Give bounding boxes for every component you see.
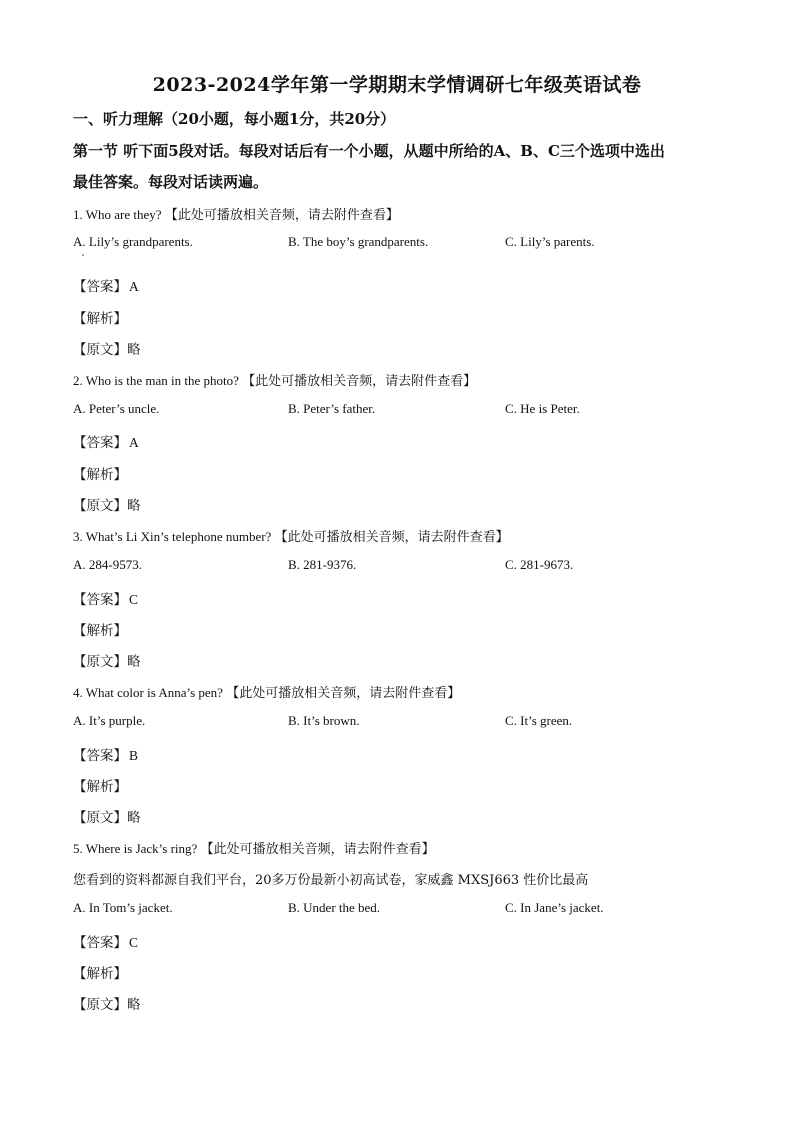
option-a: A. It’s purple.	[73, 713, 146, 728]
question-5-stem	[73, 838, 435, 857]
original-label: 【原文】	[73, 342, 127, 358]
original-value: 略	[127, 810, 141, 826]
option-c: C. 281-9673.	[505, 557, 574, 572]
option-a: A. Peter’s uncle.	[73, 401, 160, 416]
question-4-options	[73, 713, 733, 731]
stray-dot	[82, 254, 84, 256]
original-label: 【原文】	[73, 498, 127, 514]
answer-value: C	[129, 935, 139, 950]
original-label: 【原文】	[73, 654, 127, 670]
section-heading: 一、听力理解（20小题，每小题1分，共20分）	[73, 110, 396, 128]
question-3-options	[73, 557, 733, 575]
option-a: A. Lily’s grandparents.	[73, 234, 193, 249]
original-label: 【原文】	[73, 997, 127, 1013]
option-c: C. Lily’s parents.	[505, 234, 595, 249]
original-value: 略	[127, 498, 141, 514]
question-4-stem	[73, 682, 460, 701]
answer-value: B	[129, 748, 139, 763]
original-row	[73, 993, 141, 1013]
answer-row	[73, 275, 139, 295]
option-b: B. Under the bed.	[288, 900, 381, 915]
answer-value: A	[129, 435, 139, 450]
question-text: 3. What’s Li Xin’s telephone number?	[73, 529, 275, 544]
analysis-label: 【解析】	[73, 779, 127, 795]
option-b: B. 281-9376.	[288, 557, 357, 572]
original-row	[73, 494, 141, 514]
answer-row	[73, 931, 138, 951]
answer-row	[73, 431, 139, 451]
question-text: 4. What color is Anna’s pen?	[73, 685, 227, 700]
answer-label: 【答案】	[73, 748, 127, 764]
option-c: C. In Jane’s jacket.	[505, 900, 604, 915]
original-value: 略	[127, 654, 141, 670]
original-row	[73, 338, 141, 358]
answer-label: 【答案】	[73, 279, 127, 295]
answer-label: 【答案】	[73, 935, 127, 951]
audio-note-link[interactable]: 【此处可播放相关音频，请去附件查看】	[274, 530, 509, 545]
question-1-stem	[73, 204, 399, 223]
option-a: A. In Tom’s jacket.	[73, 900, 173, 915]
audio-note-link[interactable]: 【此处可播放相关音频，请去附件查看】	[200, 842, 435, 857]
question-text: 5. Where is Jack’s ring?	[73, 841, 201, 856]
question-text: 2. Who is the man in the photo?	[73, 373, 243, 388]
answer-label: 【答案】	[73, 592, 127, 608]
answer-label: 【答案】	[73, 435, 127, 451]
promo-line: 您看到的资料都源自我们平台，20多万份最新小初高试卷，家威鑫 MXSJ663 性价比最高	[73, 873, 589, 888]
audio-note-link[interactable]: 【此处可播放相关音频，请去附件查看】	[164, 208, 399, 223]
analysis-label: 【解析】	[73, 311, 127, 327]
option-b: B. It’s brown.	[288, 713, 360, 728]
original-label: 【原文】	[73, 810, 127, 826]
section-instruction-line1: 第一节 听下面5段对话。每段对话后有一个小题，从题中所给的A、B、C三个选项中选出	[73, 142, 665, 160]
option-b: B. Peter’s father.	[288, 401, 376, 416]
option-c: C. It’s green.	[505, 713, 573, 728]
answer-row	[73, 744, 138, 764]
original-value: 略	[127, 342, 141, 358]
analysis-label: 【解析】	[73, 467, 127, 483]
option-a: A. 284-9573.	[73, 557, 142, 572]
question-1-options	[73, 234, 733, 252]
original-value: 略	[127, 997, 141, 1013]
question-2-stem	[73, 370, 476, 389]
question-3-stem	[73, 526, 509, 545]
original-row	[73, 650, 141, 670]
audio-note-link[interactable]: 【此处可播放相关音频，请去附件查看】	[226, 686, 461, 701]
original-row	[73, 806, 141, 826]
analysis-label: 【解析】	[73, 966, 127, 982]
analysis-label: 【解析】	[73, 623, 127, 639]
question-2-options	[73, 401, 733, 419]
answer-row	[73, 588, 138, 608]
option-b: B. The boy’s grandparents.	[288, 234, 429, 249]
section-instruction-line2: 最佳答案。每段对话读两遍。	[73, 173, 269, 191]
answer-value: A	[129, 279, 139, 294]
option-c: C. He is Peter.	[505, 401, 580, 416]
answer-value: C	[129, 592, 139, 607]
audio-note-link[interactable]: 【此处可播放相关音频，请去附件查看】	[242, 374, 477, 389]
question-text: 1. Who are they?	[73, 207, 165, 222]
question-5-options	[73, 900, 733, 918]
page-title: 2023-2024学年第一学期期末学情调研七年级英语试卷	[152, 74, 642, 96]
